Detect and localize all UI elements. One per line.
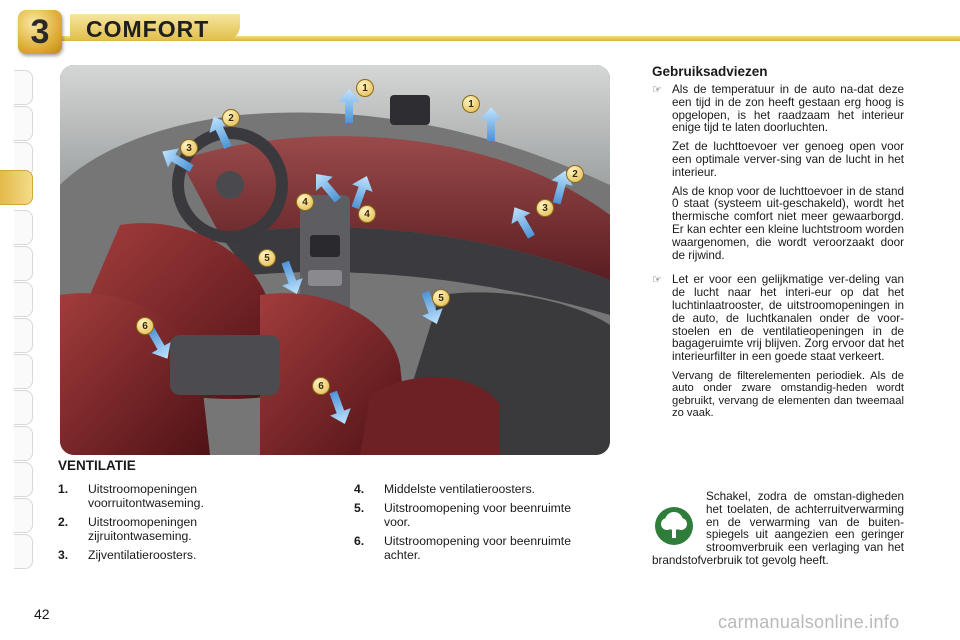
chapter-tab[interactable] <box>14 210 33 245</box>
callout-number: 6 <box>312 377 330 395</box>
legend-text: Uitstroomopeningen zijruitontwaseming. <box>88 515 198 543</box>
advice-paragraph: Vervang de filterelementen periodiek. Als de auto onder zware omstandig-heden wordt gebruikt, vervang de elementen dan tweemaal zo vaak. <box>672 369 904 420</box>
chapter-tab[interactable] <box>14 318 33 353</box>
callout-number: 5 <box>432 289 450 307</box>
pointing-hand-icon: ☞ <box>652 84 662 96</box>
advice-paragraph: Zet de luchttoevoer ver genoeg open voor een optimale verver-sing van de lucht in het interieur. <box>672 140 904 179</box>
chapter-tab[interactable] <box>14 70 33 105</box>
eco-tip-text: Schakel, zodra de omstan-digheden het toelaten, de achterruitverwarming en de verwarming van de buiten-spiegels uit aangezien een geringer stroomverbruik een verlaging van het brandstofverbruik tot gevolg heeft. <box>652 490 904 567</box>
legend-number: 2. <box>58 515 69 529</box>
car-interior-illustration <box>60 65 610 455</box>
callout-number: 3 <box>180 139 198 157</box>
advice-paragraph: Als de knop voor de luchttoevoer in de stand 0 staat (systeem uit-geschakeld), wordt het thermische comfort niet meer gewaarborgd. Er kan echter een kleine luchtstroom worden waargenomen, die wordt veroorzaakt door de rijwind. <box>672 184 904 262</box>
chapter-tab[interactable] <box>14 498 33 533</box>
callout-number: 2 <box>222 109 240 127</box>
page-header <box>0 0 960 51</box>
callout-number: 3 <box>536 199 554 217</box>
advice-bullet <box>652 274 904 425</box>
page-number: 42 <box>34 606 50 622</box>
chapter-tab[interactable] <box>14 426 33 461</box>
legend-item <box>354 501 594 529</box>
legend-item <box>58 515 278 543</box>
chapter-tab[interactable] <box>14 106 33 141</box>
tree-icon <box>654 506 694 546</box>
legend-number: 6. <box>354 534 365 548</box>
callout-number: 1 <box>462 95 480 113</box>
pointing-hand-icon: ☞ <box>652 274 662 287</box>
chapter-tab[interactable] <box>14 462 33 497</box>
legend-number: 5. <box>354 501 365 515</box>
chapter-tab[interactable] <box>14 282 33 317</box>
chapter-tab[interactable] <box>14 354 33 389</box>
legend-number: 4. <box>354 482 365 496</box>
legend-text: Middelste ventilatieroosters. <box>384 482 536 496</box>
callout-number: 1 <box>356 79 374 97</box>
chapter-tab[interactable] <box>14 246 33 281</box>
chapter-tab-active[interactable] <box>0 170 33 205</box>
legend-text: Uitstroomopeningen voorruitontwaseming. <box>88 482 204 510</box>
callout-number: 4 <box>296 193 314 211</box>
legend-text: Zijventilatieroosters. <box>88 548 197 562</box>
legend-number: 3. <box>58 548 69 562</box>
legend-list-right <box>354 482 594 567</box>
callout-number: 6 <box>136 317 154 335</box>
legend-item <box>354 534 594 562</box>
advice-paragraph: Let er voor een gelijkmatige ver-deling van de lucht naar het interi-eur op dat het luchtinlaatrooster, de uitstroomopeningen in de auto, de luchtkanalen onder de voor-stoelen en de ventilatieopeningen in de bagageruimte vrij blijven. Zorg ervoor dat het interieurfilter in een goede staat verkeert. <box>672 273 904 364</box>
legend-item <box>354 482 594 496</box>
callout-number: 4 <box>358 205 376 223</box>
advice-title: Gebruiksadviezen <box>652 64 768 79</box>
legend-text: Uitstroomopening voor beenruimte achter. <box>384 534 571 562</box>
legend-text: Uitstroomopening voor beenruimte voor. <box>384 501 571 529</box>
chapter-tab[interactable] <box>14 390 33 425</box>
advice-paragraph: Als de temperatuur in de auto na-dat deze een tijd in de zon heeft gestaan erg hoog is opgelopen, is het raadzaam het interieur enige tijd te laten doorluchten. <box>672 83 904 135</box>
ventilatie-title: VENTILATIE <box>58 458 136 473</box>
callout-number: 2 <box>566 165 584 183</box>
advice-bullet <box>652 84 904 268</box>
chapter-tab[interactable] <box>14 534 33 569</box>
chapter-title: COMFORT <box>86 16 210 42</box>
legend-item <box>58 548 278 562</box>
watermark: carmanualsonline.info <box>718 612 900 632</box>
advice-text <box>652 84 904 432</box>
legend-item <box>58 482 278 510</box>
callout-number: 5 <box>258 249 276 267</box>
legend-list-left <box>58 482 278 567</box>
legend-number: 1. <box>58 482 69 496</box>
chapter-number-badge: 3 <box>18 10 62 54</box>
